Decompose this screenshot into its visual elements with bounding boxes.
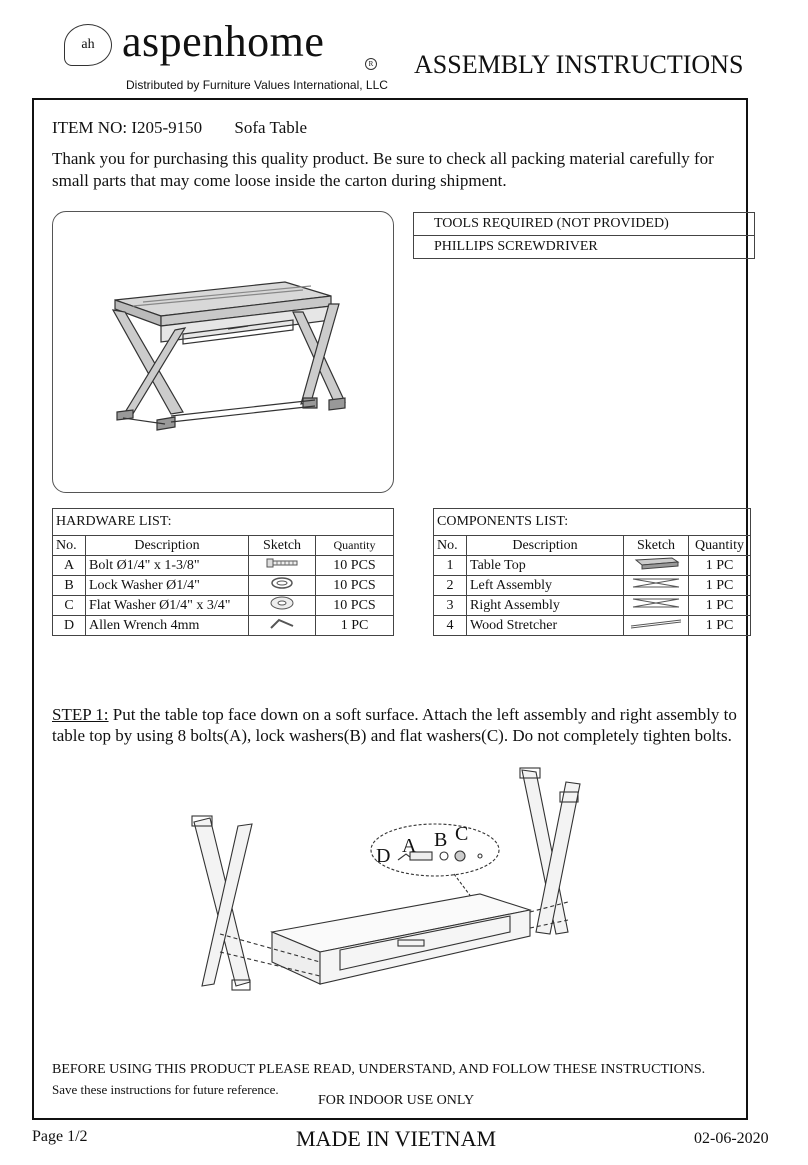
hardware-col-qty: Quantity <box>316 536 394 556</box>
table-row <box>434 576 751 596</box>
left-assembly-icon <box>624 576 689 596</box>
hardware-qty: 10 PCS <box>316 556 394 576</box>
tools-heading: TOOLS REQUIRED (NOT PROVIDED) <box>414 213 755 236</box>
intro-text: Thank you for purchasing this quality product. Be sure to check all packing material carefully for small parts that may come loose inside the carton during shipment. <box>52 149 714 190</box>
hardware-no: B <box>53 576 86 596</box>
distributor-line: Distributed by Furniture Values International, LLC <box>126 78 388 92</box>
components-col-no: No. <box>434 536 467 556</box>
table-row <box>53 596 394 616</box>
made-in: MADE IN VIETNAM <box>296 1126 497 1151</box>
callout-c: C <box>455 823 469 845</box>
callout-d: D <box>376 845 391 867</box>
component-no: 2 <box>434 576 467 596</box>
table-row <box>434 596 751 616</box>
hardware-desc: Lock Washer Ø1/4" <box>86 576 249 596</box>
component-qty: 1 PC <box>689 576 751 596</box>
component-desc: Wood Stretcher <box>467 616 624 636</box>
step-1-text <box>52 704 752 746</box>
lock-washer-icon <box>249 576 316 596</box>
hardware-no: A <box>53 556 86 576</box>
flat-washer-icon <box>249 596 316 616</box>
allen-wrench-icon <box>249 616 316 636</box>
document-date: 02-06-2020 <box>694 1130 769 1147</box>
bolt-icon <box>249 556 316 576</box>
callout-b: B <box>434 829 448 851</box>
item-name: Sofa Table <box>234 118 308 137</box>
hardware-table <box>52 508 394 636</box>
hardware-title: HARDWARE LIST: <box>53 509 394 536</box>
component-qty: 1 PC <box>689 596 751 616</box>
component-desc: Left Assembly <box>467 576 624 596</box>
component-qty: 1 PC <box>689 616 751 636</box>
product-illustration <box>52 211 394 493</box>
hardware-qty: 10 PCS <box>316 576 394 596</box>
components-col-sketch: Sketch <box>624 536 689 556</box>
component-no: 3 <box>434 596 467 616</box>
components-table <box>433 508 751 636</box>
wood-stretcher-icon <box>624 616 689 636</box>
callout-a: A <box>402 835 417 857</box>
brand-name: aspenhome <box>122 17 325 66</box>
item-number: ITEM NO: I205-9150 <box>52 118 203 137</box>
warning-text: BEFORE USING THIS PRODUCT PLEASE READ, UNDERSTAND, AND FOLLOW THESE INSTRUCTIONS. <box>52 1062 706 1077</box>
sofa-table-drawing <box>53 212 393 492</box>
table-row <box>53 556 394 576</box>
step-1-body: Put the table top face down on a soft surface. Attach the left assembly and right assembly to table top by using 8 bolts(A), lock washers(B) and flat washers(C). Do not completely tighten bolts. <box>52 705 737 745</box>
component-desc: Right Assembly <box>467 596 624 616</box>
tools-item: PHILLIPS SCREWDRIVER <box>414 236 755 259</box>
hardware-qty: 10 PCS <box>316 596 394 616</box>
step-1-label: STEP 1: <box>52 705 109 724</box>
components-title: COMPONENTS LIST: <box>434 509 751 536</box>
hardware-desc: Flat Washer Ø1/4" x 3/4" <box>86 596 249 616</box>
component-desc: Table Top <box>467 556 624 576</box>
hardware-desc: Allen Wrench 4mm <box>86 616 249 636</box>
assembly-drawing <box>180 762 600 1002</box>
indoor-use-note: FOR INDOOR USE ONLY <box>318 1093 475 1108</box>
hardware-col-no: No. <box>53 536 86 556</box>
table-top-icon <box>624 556 689 576</box>
hardware-desc: Bolt Ø1/4" x 1-3/8" <box>86 556 249 576</box>
logo-mark: ah <box>64 24 112 66</box>
hardware-no: C <box>53 596 86 616</box>
component-no: 4 <box>434 616 467 636</box>
component-no: 1 <box>434 556 467 576</box>
table-row <box>53 576 394 596</box>
table-row <box>53 616 394 636</box>
table-row <box>434 556 751 576</box>
hardware-col-sketch: Sketch <box>249 536 316 556</box>
page-number: Page 1/2 <box>32 1128 88 1145</box>
hardware-no: D <box>53 616 86 636</box>
components-col-qty: Quantity <box>689 536 751 556</box>
hardware-qty: 1 PC <box>316 616 394 636</box>
component-qty: 1 PC <box>689 556 751 576</box>
registered-mark: R <box>365 58 377 70</box>
right-assembly-icon <box>624 596 689 616</box>
tools-table <box>413 212 755 259</box>
components-col-desc: Description <box>467 536 624 556</box>
table-row <box>434 616 751 636</box>
document-title: ASSEMBLY INSTRUCTIONS <box>414 50 744 79</box>
hardware-col-desc: Description <box>86 536 249 556</box>
item-line <box>52 118 335 138</box>
save-note: Save these instructions for future reference. <box>52 1082 279 1097</box>
step-1-diagram <box>180 762 600 1007</box>
